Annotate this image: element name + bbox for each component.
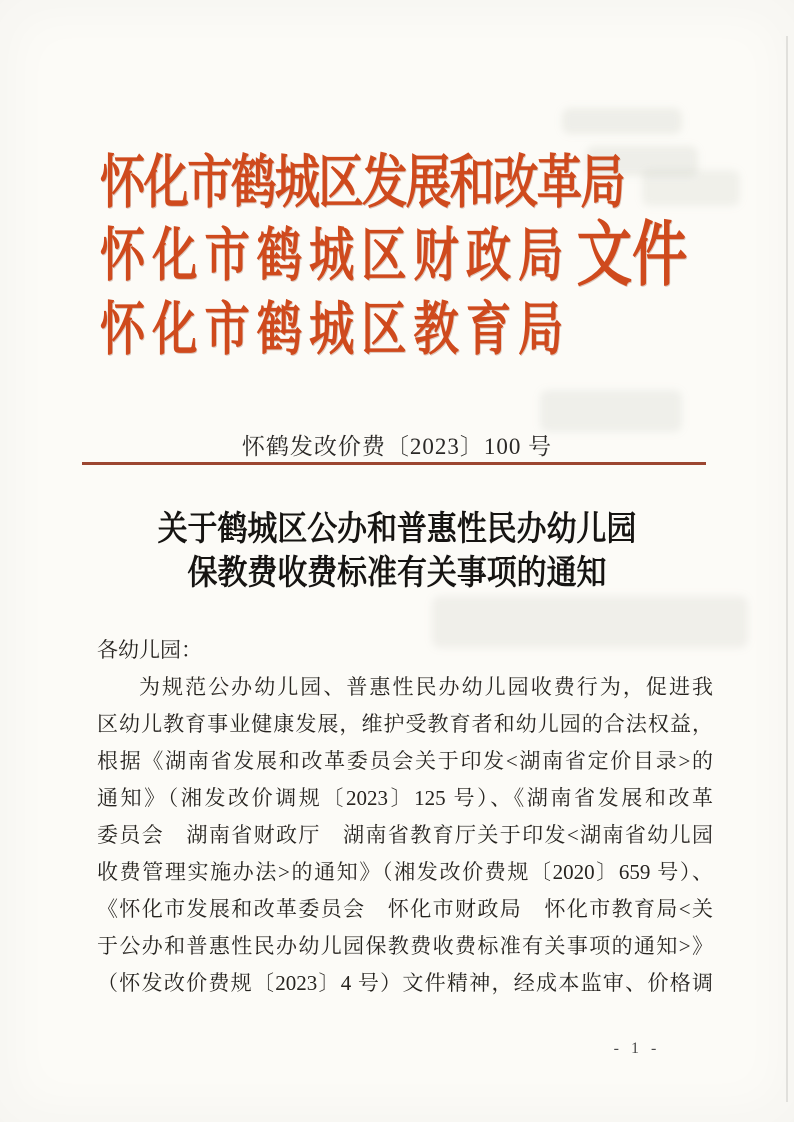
bleed-through-artifact — [540, 390, 682, 432]
issuing-agency-development-reform: 怀化市鹤城区发展和改革局 — [100, 150, 625, 215]
salutation: 各幼儿园： — [97, 638, 202, 662]
body-paragraph — [97, 669, 713, 1002]
document-body — [97, 632, 713, 1002]
body-line: 根据《湖南省发展和改革委员会关于印发<湖南省定价目录>的 — [97, 749, 713, 773]
red-divider-line — [82, 462, 706, 465]
body-line: 《怀化市发展和改革委员会 怀化市财政局 怀化市教育局<关 — [97, 897, 713, 921]
title-line-1: 关于鹤城区公办和普惠性民办幼儿园 — [157, 511, 637, 548]
bleed-through-artifact — [562, 108, 682, 134]
document-type-label: 文件 — [576, 217, 688, 295]
page-number: - 1 - — [613, 1040, 661, 1057]
body-line: 通知》（湘发改价调规〔2023〕125 号）、《湖南省发展和改革 — [97, 786, 713, 810]
title-line-2: 保教费收费标准有关事项的通知 — [187, 555, 607, 592]
issuing-agency-finance: 怀化市鹤城区财政局 — [100, 223, 571, 288]
body-line: 于公办和普惠性民办幼儿园保教费收费标准有关事项的通知>》 — [97, 934, 713, 958]
body-line: 区幼儿教育事业健康发展，维护受教育者和幼儿园的合法权益， — [97, 712, 713, 736]
body-line: 收费管理实施办法>的通知》（湘发改价费规〔2020〕659 号）、 — [97, 860, 713, 884]
issuing-agency-education: 怀化市鹤城区教育局 — [100, 297, 571, 362]
document-number: 怀鹤发改价费〔2023〕100 号 — [241, 434, 553, 459]
document-letterhead — [100, 146, 794, 366]
issuing-agency-finance-row — [100, 219, 687, 293]
body-line: （怀发改价费规〔2023〕4 号）文件精神，经成本监审、价格调 — [97, 971, 713, 995]
body-line: 为规范公办幼儿园、普惠性民办幼儿园收费行为，促进我 — [139, 675, 713, 699]
document-title — [48, 508, 747, 596]
issuing-agency-education-row — [100, 293, 687, 366]
body-line: 委员会 湖南省财政厅 湖南省教育厅关于印发<湖南省幼儿园 — [97, 823, 713, 847]
